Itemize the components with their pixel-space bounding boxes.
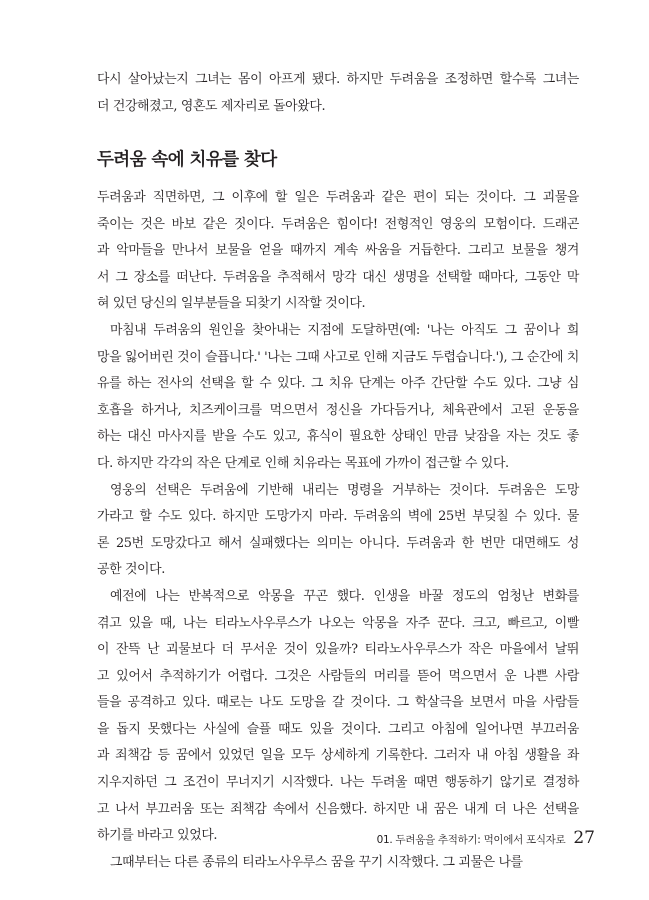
text-line: 하는 대신 마사지를 받을 수도 있고, 휴식이 필요한 상태인 만큼 낮잠을 자는 것도 좋 bbox=[97, 429, 580, 445]
text-line: 다. 하지만 각각의 작은 단계로 인해 치유라는 목표에 가까이 접근할 수 있다. bbox=[97, 455, 509, 471]
intro-paragraph bbox=[97, 67, 579, 120]
text-line: 죽이는 것은 바보 같은 짓이다. 두려움은 힘이다! 전형적인 영웅의 모험이다. 드래곤 bbox=[97, 216, 579, 232]
text-line: 론 25번 도망갔다고 해서 실패했다는 의미는 아니다. 두려움과 한 번만 대면해도 성 bbox=[97, 535, 579, 551]
text-line: 과 죄책감 등 꿈에서 있었던 일을 모두 상세하게 기록한다. 그러자 내 아침 생활을 좌 bbox=[97, 748, 580, 764]
text-line: 하기를 바라고 있었다. bbox=[97, 828, 218, 844]
text-line: 공한 것이다. bbox=[97, 562, 166, 578]
text-line: 고 나서 부끄러움 또는 죄책감 속에서 신음했다. 하지만 내 꿈은 내게 더 나은 선택을 bbox=[97, 801, 580, 817]
text-line: 마침내 두려움의 원인을 찾아내는 지점에 도달하면(예: '나는 아직도 그 꿈이나 희 bbox=[110, 322, 579, 338]
text-line: 영웅의 선택은 두려움에 기반해 내리는 명령을 거부하는 것이다. 두려움은 도망 bbox=[110, 482, 580, 498]
text-line: 예전에 나는 반복적으로 악몽을 꾸곤 했다. 인생을 바꿀 정도의 엄청난 변화를 bbox=[110, 588, 579, 604]
text-line: 유를 하는 전사의 선택을 할 수 있다. 그 치유 단계는 아주 간단할 수도 있다. 그냥 심 bbox=[97, 376, 580, 392]
text-line: 그때부터는 다른 종류의 티라노사우루스 꿈을 꾸기 시작했다. 그 괴물은 나를 bbox=[110, 854, 523, 870]
text-line: 더 건강해졌고, 영혼도 제자리로 돌아왔다. bbox=[97, 98, 326, 114]
section-heading: 두려움 속에 치유를 찾다 bbox=[97, 150, 277, 170]
section-body bbox=[97, 185, 579, 876]
text-line: 두려움과 직면하면, 그 이후에 할 일은 두려움과 같은 편이 되는 것이다. 그 괴물을 bbox=[97, 190, 579, 205]
text-line: 을 돕지 못했다는 사실에 슬플 때도 있을 것이다. 그리고 아침에 일어나면 부끄러움 bbox=[97, 721, 579, 737]
running-title: 01. 두려움을 추적하기: 먹이에서 포식자로 bbox=[376, 834, 566, 846]
page-footer bbox=[377, 828, 595, 848]
text-line: 혀 있던 당신의 일부분들을 되찾기 시작할 것이다. bbox=[97, 296, 366, 312]
text-line: 지우지하던 그 조건이 무너지기 시작했다. 나는 두려울 때면 행동하기 않기로 결정하 bbox=[97, 775, 580, 791]
text-line: 호흡을 하거나, 치즈케이크를 먹으면서 정신을 가다듬거나, 체육관에서 고된 운동을 bbox=[97, 402, 579, 418]
text-line: 망을 잃어버린 것이 슬픕니다.' '나는 그때 사고로 인해 지금도 두렵습니다.'), 그 순간에 치 bbox=[97, 349, 580, 365]
text-line: 겪고 있을 때, 나는 티라노사우루스가 나오는 악몽을 자주 꾼다. 크고, 빠르고, 이빨 bbox=[97, 615, 579, 631]
text-line: 가라고 할 수도 있다. 하지만 도망가지 마라. 두려움의 벽에 25번 부딪칠 수 있다. 물 bbox=[97, 509, 579, 525]
text-line: 서 그 장소를 떠난다. 두려움을 추적해서 망각 대신 생명을 선택할 때마다, 그동안 막 bbox=[97, 269, 579, 285]
text-line: 고 있어서 추적하기가 어렵다. 그것은 사람들의 머리를 뜯어 먹으면서 운 나쁜 사람 bbox=[97, 668, 579, 684]
text-line: 들을 공격하고 있다. 때로는 나도 도망을 갈 것이다. 그 학살극을 보면서 마을 사람들 bbox=[97, 695, 579, 711]
page-number: 27 bbox=[573, 828, 595, 848]
text-line: 다시 살아났는지 그녀는 몸이 아프게 됐다. 하지만 두려움을 조정하면 할수록 그녀는 bbox=[97, 72, 580, 87]
text-line: 이 잔뜩 난 괴물보다 더 무서운 것이 있을까? 티라노사우루스가 작은 마을에서 날뛰 bbox=[97, 642, 579, 658]
text-line: 과 악마들을 만나서 보물을 얻을 때까지 계속 싸움을 거듭한다. 그리고 보물을 챙겨 bbox=[97, 243, 579, 259]
